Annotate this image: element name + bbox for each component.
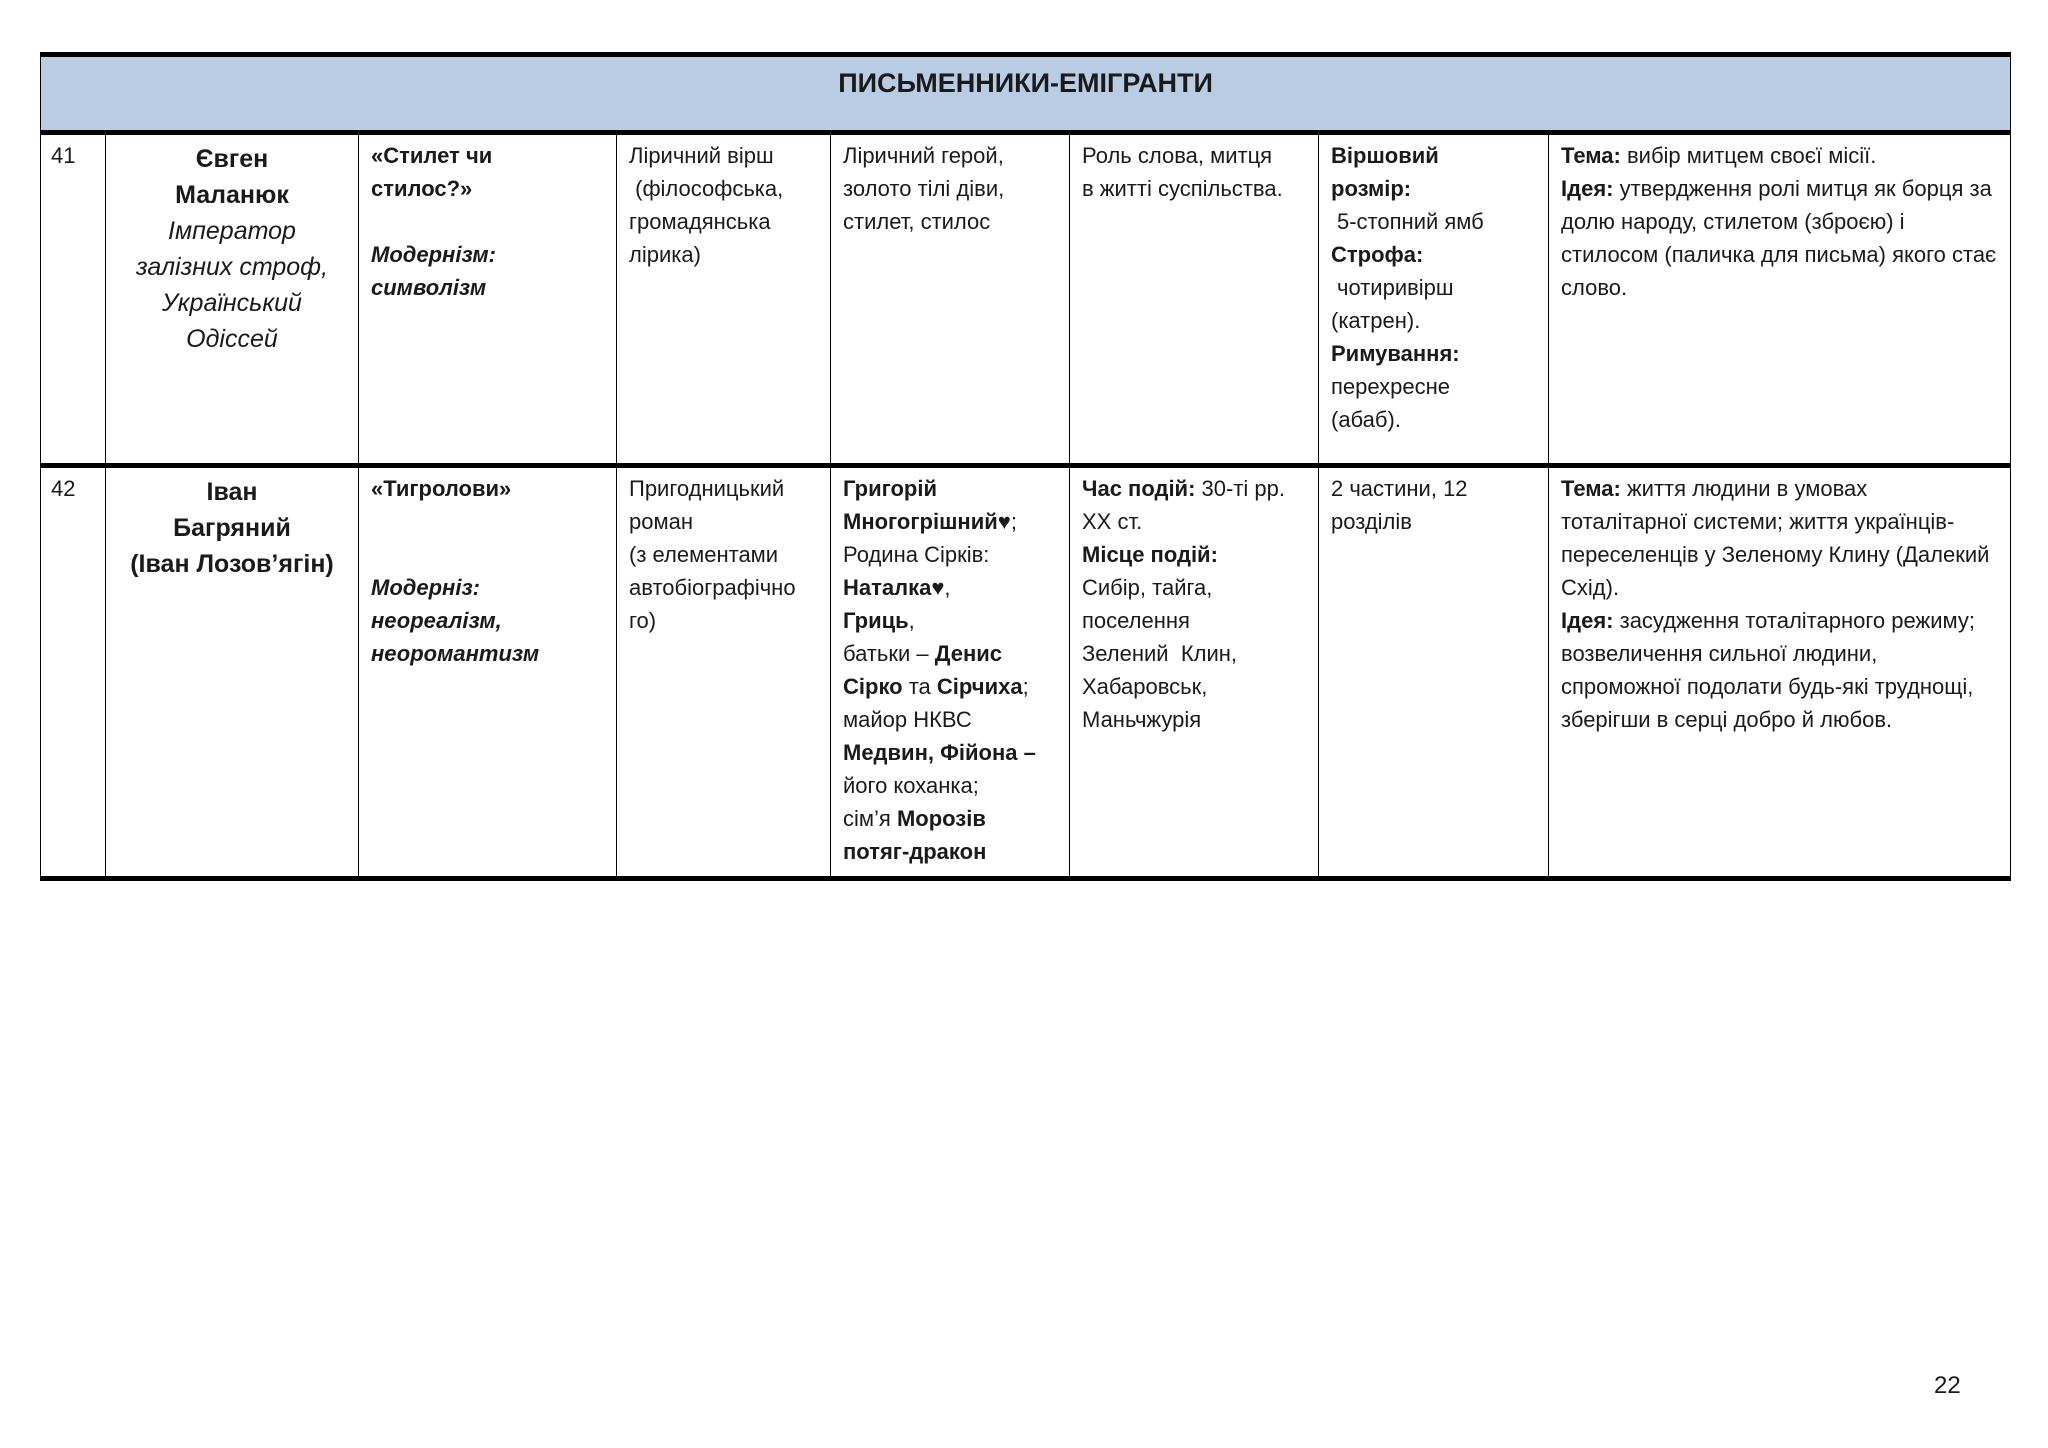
theme-text: життя людини в умовах тоталітарної системи; життя українців-переселенців у Зеленому Клину (Далекий Схід). — [1561, 476, 1990, 600]
genre-text: Ліричний вірш — [629, 143, 774, 168]
author-name: Іван — [206, 478, 258, 506]
form-value: чотиривірш — [1337, 275, 1454, 300]
characters-line: Сірко та Сірчиха; — [843, 674, 1029, 699]
characters-text: стилет, стилос — [843, 209, 991, 234]
section-header-row — [41, 55, 2011, 133]
author-name: Євген — [195, 145, 269, 173]
form-value: (катрен). — [1331, 308, 1421, 333]
form-value: 2 частини, 12 — [1331, 476, 1468, 501]
characters-text: Ліричний герой, — [843, 143, 1004, 168]
form-label: Римування: — [1331, 341, 1460, 366]
characters-text: його коханка; — [843, 773, 979, 798]
idea-text: засудження тоталітарного режиму; возвеличення сильної людини, спроможної подолати будь-які труднощі, зберігши в серці добро й любов. — [1561, 608, 1975, 732]
form-label: Строфа: — [1331, 242, 1424, 267]
form-value: перехресне — [1331, 374, 1450, 399]
character-name: Григорій — [843, 476, 937, 501]
form-value: (абаб). — [1331, 407, 1401, 432]
table-row — [41, 466, 2011, 879]
form-label: Віршовий — [1331, 143, 1439, 168]
character-name: Денис — [934, 641, 1002, 666]
author-real-name: (Іван Лозов’ягін) — [130, 550, 334, 578]
form-cell — [1319, 466, 1549, 879]
author-cell — [106, 133, 359, 466]
work-cell — [359, 133, 617, 466]
form-value: розділів — [1331, 509, 1412, 534]
author-cell — [106, 466, 359, 879]
place-text: Зелений Клин, — [1082, 641, 1238, 666]
section-title: ПИСЬМЕННИКИ-ЕМІГРАНТИ — [41, 55, 2011, 133]
genre-text: (філософська, — [629, 176, 784, 201]
plot-text: в житті суспільства. — [1082, 176, 1283, 201]
literary-style: символізм — [371, 275, 487, 300]
author-name: Маланюк — [175, 181, 289, 209]
place-text: Маньчжурія — [1082, 707, 1202, 732]
genre-cell — [617, 133, 831, 466]
characters-line: Многогрішний♥; — [843, 509, 1017, 534]
place-text: поселення — [1082, 608, 1190, 633]
idea-label: Ідея: — [1561, 176, 1614, 201]
character-name: Сірчиха — [936, 674, 1023, 699]
work-title: «Стилет чи — [371, 143, 493, 168]
row-number: 42 — [41, 466, 106, 879]
author-alias: залізних строф, — [135, 253, 329, 281]
form-cell — [1319, 133, 1549, 466]
author-name: Багряний — [173, 514, 291, 542]
character-name: Морозів — [896, 806, 986, 831]
character-name: Гриць — [843, 608, 909, 633]
theme-idea-cell — [1549, 466, 2011, 879]
literary-style: Модернізм: — [371, 242, 496, 267]
characters-line: сім’я Морозів — [843, 806, 986, 831]
genre-text: Пригодницький — [629, 476, 785, 501]
theme-idea-cell — [1549, 133, 2011, 466]
literary-style: неореалізм, — [371, 608, 502, 633]
idea-label: Ідея: — [1561, 608, 1614, 633]
characters-text: Родина Сірків: — [843, 542, 990, 567]
work-title: стилос?» — [371, 176, 473, 201]
genre-text: роман — [629, 509, 693, 534]
time-text: 30-ті рр. — [1195, 476, 1285, 501]
characters-text: майор НКВС — [843, 707, 972, 732]
genre-text: лірика) — [629, 242, 701, 267]
work-cell — [359, 466, 617, 879]
genre-text: го) — [629, 608, 657, 633]
theme-label: Тема: — [1561, 143, 1621, 168]
genre-text: громадянська — [629, 209, 771, 234]
plot-text: Роль слова, митця — [1082, 143, 1273, 168]
characters-text: золото тілі діви, — [843, 176, 1005, 201]
writers-table — [40, 52, 2011, 881]
form-value: 5-стопний ямб — [1337, 209, 1484, 234]
characters-cell — [831, 466, 1070, 879]
table-row — [41, 133, 2011, 466]
literary-style: неоромантизм — [371, 641, 540, 666]
plot-cell — [1070, 466, 1319, 879]
characters-cell — [831, 133, 1070, 466]
character-name: Наталка♥ — [843, 575, 945, 600]
time-text: XX ст. — [1082, 509, 1143, 534]
idea-text: утвердження ролі митця як борця за долю народу, стилетом (зброєю) і стилосом (паличка для письма) якого стає слово. — [1561, 176, 1997, 300]
character-name: Сірко — [843, 674, 903, 699]
place-text: Сибір, тайга, — [1082, 575, 1213, 600]
author-alias: Імператор — [168, 217, 296, 245]
form-label: розмір: — [1331, 176, 1412, 201]
place-label: Місце подій: — [1082, 542, 1218, 567]
genre-text: автобіографічно — [629, 575, 796, 600]
character-name: Медвин, Фійона – — [843, 740, 1036, 765]
time-label: Час подій: — [1082, 476, 1196, 501]
literary-style: Модерніз: — [371, 575, 480, 600]
genre-text: (з елементами — [629, 542, 779, 567]
characters-line: батьки – Денис — [843, 641, 1002, 666]
time-line — [1082, 472, 1306, 505]
work-title: «Тигролови» — [371, 476, 512, 501]
character-name: потяг-дракон — [843, 839, 987, 864]
characters-line: Наталка♥, — [843, 575, 951, 600]
character-name: Многогрішний♥ — [843, 509, 1011, 534]
author-alias: Одіссей — [186, 325, 278, 353]
characters-line: Гриць, — [843, 608, 915, 633]
genre-cell — [617, 466, 831, 879]
place-text: Хабаровськ, — [1082, 674, 1208, 699]
theme-text: вибір митцем своєї місії. — [1626, 143, 1877, 168]
plot-cell — [1070, 133, 1319, 466]
theme-label: Тема: — [1561, 476, 1621, 501]
page-number: 22 — [1934, 1372, 1961, 1399]
author-alias: Український — [162, 289, 302, 317]
row-number: 41 — [41, 133, 106, 466]
